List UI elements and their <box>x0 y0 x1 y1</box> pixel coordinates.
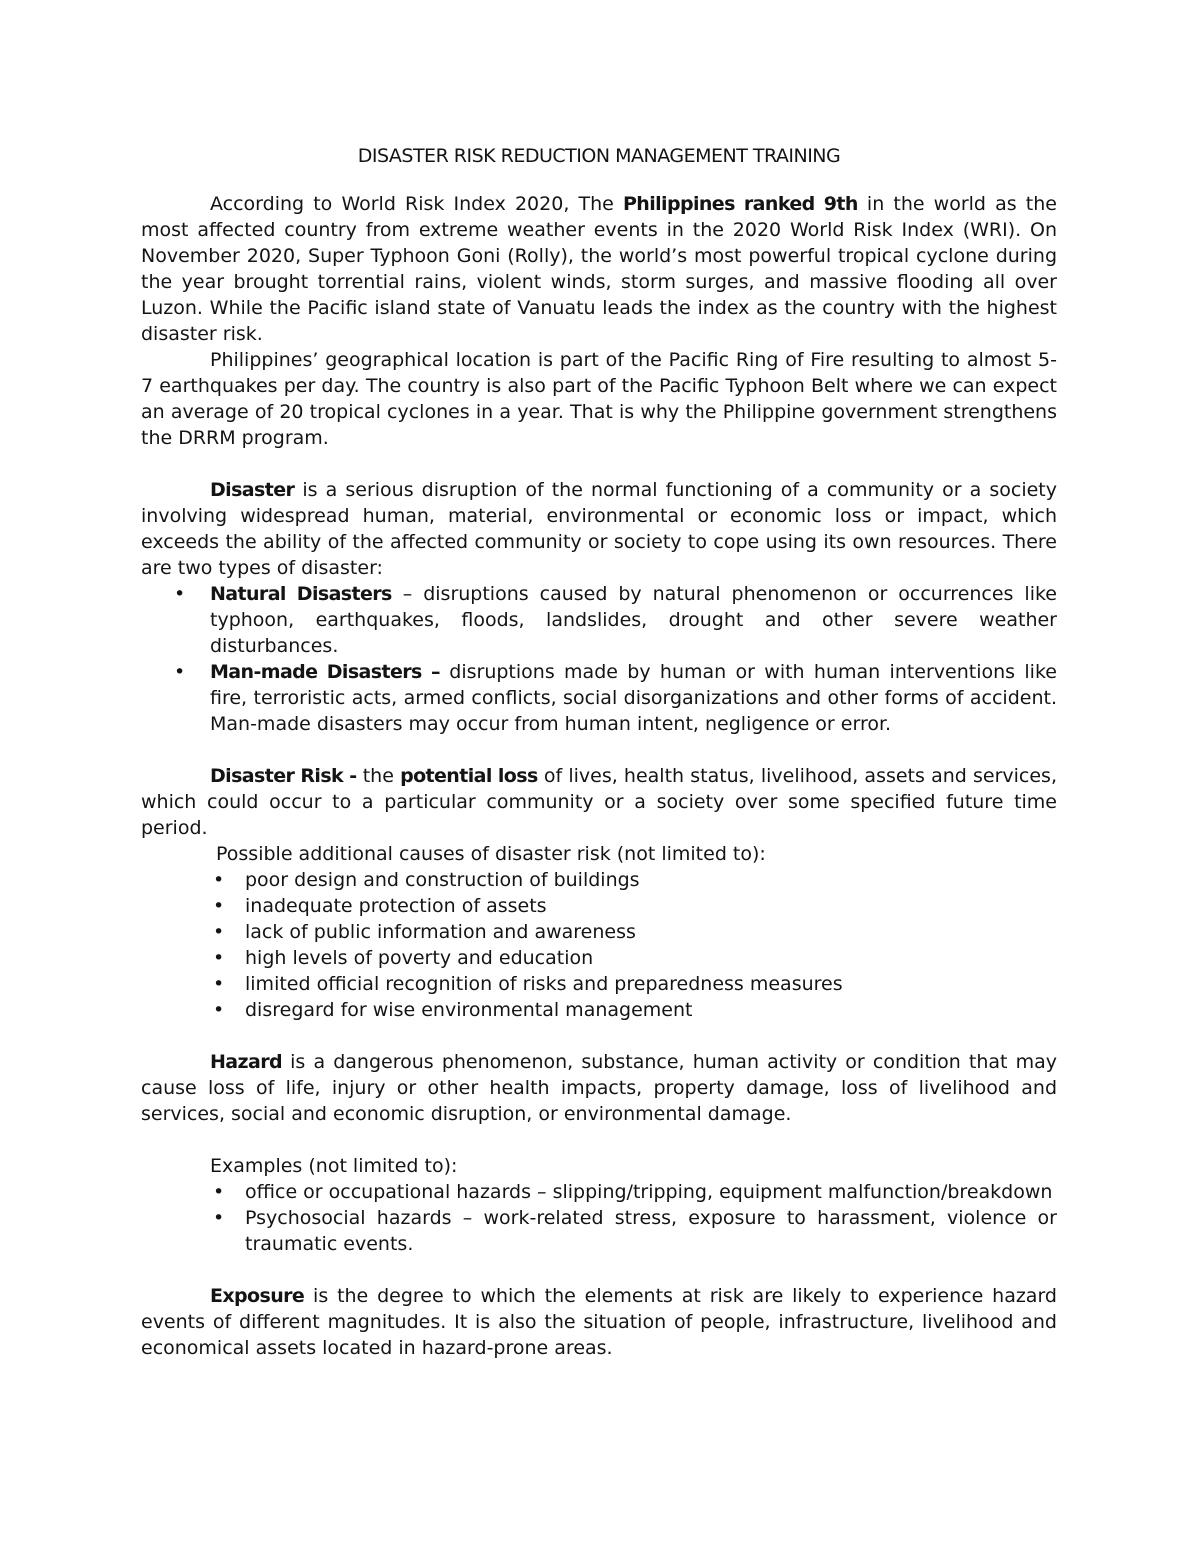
bullet-icon: • <box>213 1181 225 1203</box>
document-title: DISASTER RISK REDUCTION MANAGEMENT TRAINING <box>357 145 841 167</box>
disaster-risk-term: Disaster Risk - <box>210 765 357 787</box>
cause-text: inadequate protection of assets <box>245 895 547 917</box>
disaster-type-term: Man-made Disasters – <box>210 661 440 683</box>
intro-paragraph-1 <box>141 191 1057 347</box>
hazard-definition <box>141 1049 1057 1127</box>
cause-text: poor design and construction of buildings <box>245 869 640 891</box>
list-item <box>141 997 1057 1023</box>
intro-paragraph-2: Philippines’ geographical location is part of the Pacific Ring of Fire resulting to almost 5-7 earthquakes per day. The country is also part of the Pacific Typhoon Belt where we can expect an average of 20 tropical cyclones in a year. That is why the Philippine government strengthens the DRRM program. <box>141 349 1057 449</box>
cause-text: lack of public information and awareness <box>245 921 636 943</box>
bullet-icon: • <box>213 1207 225 1229</box>
disaster-definition-text: is a serious disruption of the normal functioning of a community or a society involving widespread human, material, environmental or economic loss or impact, which exceeds the ability of the affected community or society to cope using its own resources. There are two types of disaster: <box>141 479 1057 579</box>
examples-heading: Examples (not limited to): <box>210 1155 458 1177</box>
list-item <box>141 659 1057 737</box>
list-item <box>141 945 1057 971</box>
list-item <box>141 971 1057 997</box>
intro-text-continued: in the world as the most affected country from extreme weather events in the 2020 World Risk Index (WRI). On November 2020, Super Typhoon Goni (Rolly), the world’s most powerful tropical cyclone during the year brought torrential rains, violent winds, storm surges, and massive flooding all over Luzon. While the Pacific island state of Vanuatu leads the index as the country with the highest disaster risk. <box>141 193 1057 345</box>
disaster-term: Disaster <box>210 479 295 501</box>
list-item <box>141 1205 1057 1257</box>
bullet-icon: • <box>213 973 225 995</box>
cause-text: disregard for wise environmental management <box>245 999 693 1021</box>
causes-heading: Possible additional causes of disaster risk (not limited to): <box>216 843 766 865</box>
bullet-icon: • <box>174 583 186 605</box>
disaster-risk-definition-text: of lives, health status, livelihood, assets and services, which could occur to a particular community or a society over some specified future time period. <box>141 765 1057 839</box>
bullet-icon: • <box>213 999 225 1021</box>
exposure-term: Exposure <box>210 1285 305 1307</box>
bullet-icon: • <box>213 921 225 943</box>
disaster-definition <box>141 477 1057 581</box>
disaster-risk-definition <box>141 763 1057 841</box>
example-text: office or occupational hazards – slipping/tripping, equipment malfunction/breakdown <box>245 1181 1053 1203</box>
hazard-term: Hazard <box>210 1051 282 1073</box>
list-item <box>141 581 1057 659</box>
disaster-type-text: – disruptions caused by natural phenomenon or occurrences like typhoon, earthquakes, floods, landslides, drought and other severe weather disturbances. <box>210 583 1058 657</box>
hazard-definition-text: is a dangerous phenomenon, substance, human activity or condition that may cause loss of life, injury or other health impacts, property damage, loss of livelihood and services, social and economic disruption, or environmental damage. <box>141 1051 1057 1125</box>
intro-bold-phrase: Philippines ranked 9th <box>622 193 858 215</box>
bullet-icon: • <box>213 895 225 917</box>
disaster-type-text: disruptions made by human or with human interventions like fire, terroristic acts, armed conflicts, social disorganizations and other forms of accident. Man-made disasters may occur from human intent, negligence or error. <box>210 661 1057 735</box>
disaster-type-term: Natural Disasters <box>210 583 392 605</box>
disaster-types-list <box>141 581 1057 737</box>
example-text: Psychosocial hazards – work-related stress, exposure to harassment, violence or traumatic events. <box>245 1207 1057 1255</box>
list-item <box>141 1179 1057 1205</box>
document-body <box>141 143 1057 1361</box>
bullet-icon: • <box>213 947 225 969</box>
list-item <box>141 893 1057 919</box>
exposure-definition-text: is the degree to which the elements at risk are likely to experience hazard events of different magnitudes. It is also the situation of people, infrastructure, livelihood and economical assets located in hazard-prone areas. <box>141 1285 1057 1359</box>
bullet-icon: • <box>213 869 225 891</box>
cause-text: limited official recognition of risks and preparedness measures <box>245 973 843 995</box>
exposure-definition <box>141 1283 1057 1361</box>
list-item <box>141 867 1057 893</box>
potential-loss-term: potential loss <box>400 765 538 787</box>
bullet-icon: • <box>174 661 186 683</box>
cause-text: high levels of poverty and education <box>245 947 594 969</box>
causes-list <box>141 867 1057 1023</box>
hazard-examples-list <box>141 1179 1057 1257</box>
intro-text: According to World Risk Index 2020, The <box>210 193 623 215</box>
disaster-risk-text: the <box>356 765 401 787</box>
list-item <box>141 919 1057 945</box>
